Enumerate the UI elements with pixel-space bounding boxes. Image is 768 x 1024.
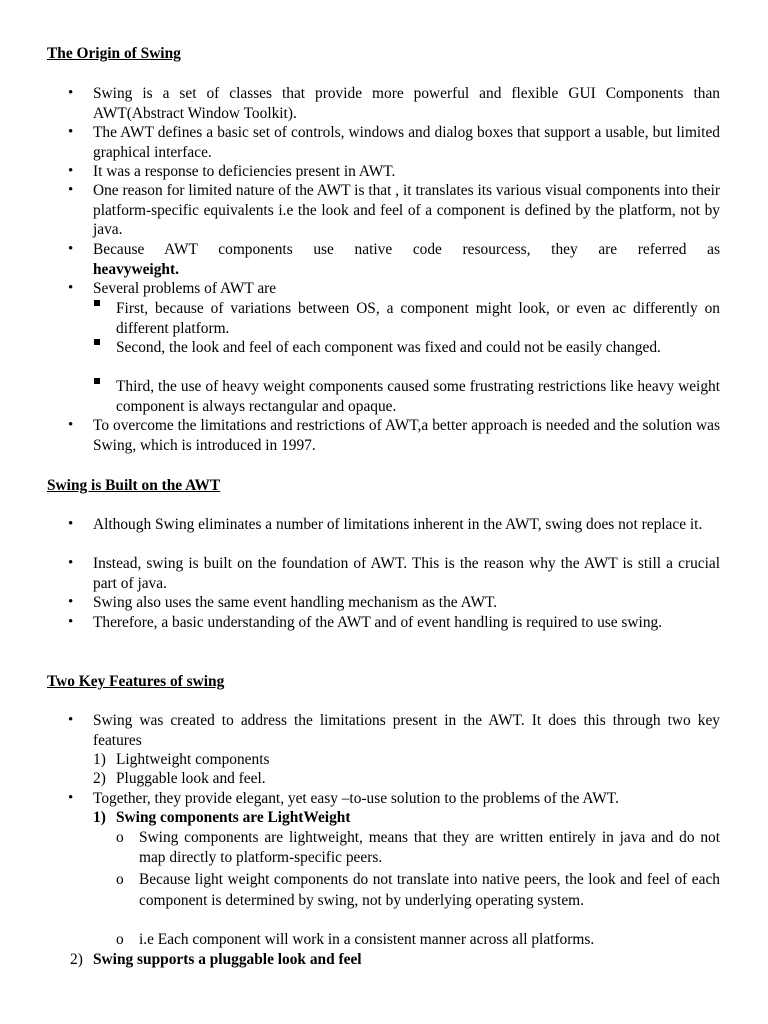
bullet-marker: • [68,280,74,296]
square-bullet-marker [94,370,100,390]
bullet-marker: • [68,124,74,140]
bullet-marker: • [68,163,74,179]
subsection-number: 2) [70,951,83,968]
bullet-marker: • [68,712,74,728]
sub-list-item: Third, the use of heavy weight components caused some frustrating restrictions like heavy weight component is always rectangular and opaque. [116,378,720,415]
subsection-number: 1) [93,809,106,826]
sub-list-item: i.e Each component will work in a consistent manner across all platforms. [139,931,595,948]
sub-list-item: Because light weight components do not translate into native peers, the look and feel of each component is determined by swing, not by underlying operating system. [139,871,720,909]
subsection-title: Swing supports a pluggable look and feel [93,951,362,968]
sub-list-item: Swing components are lightweight, means that they are written entirely in java and do not map directly to platform-specific peers. [139,829,720,866]
term-heavyweight: heavyweight. [93,260,179,278]
list-item: Swing also uses the same event handling mechanism as the AWT. [93,594,498,611]
bullet-marker: • [68,555,74,571]
square-bullet-marker [94,331,100,351]
sub-list-item: First, because of variations between OS, a component might look, or even ac differently on different platform. [116,300,720,337]
feature-item: Lightweight components [116,751,270,768]
list-item: One reason for limited nature of the AWT is that , it translates its various visual components into their platform-specific equivalents i.e the look and feel of a component is defined by the platform, not by java. [93,182,720,238]
bullet-marker: • [68,790,74,806]
list-item: The AWT defines a basic set of controls, windows and dialog boxes that support a usable, but limited graphical interface. [93,124,720,161]
sub-list-item: Second, the look and feel of each component was fixed and could not be easily changed. [116,339,661,356]
list-item: Swing is a set of classes that provide more powerful and flexible GUI Components than AWT(Abstract Window Toolkit). [93,85,720,122]
list-item: Together, they provide elegant, yet easy –to-use solution to the problems of the AWT. [93,790,619,807]
subsection-title: Swing components are LightWeight [116,809,351,826]
section-heading-origin: The Origin of Swing [47,45,181,62]
list-item [93,240,720,279]
list-item-text: Because AWT components use native code resourcess, they are referred as [93,241,720,258]
section-heading-built-on-awt: Swing is Built on the AWT [47,477,221,494]
bullet-marker: • [68,241,74,257]
feature-number: 1) [93,751,106,768]
list-item: Instead, swing is built on the foundation of AWT. This is the reason why the AWT is still a crucial part of java. [93,555,720,592]
section-heading-key-features: Two Key Features of swing [47,673,225,690]
bullet-marker: • [68,182,74,198]
circle-bullet-marker: o [116,829,124,846]
bullet-marker: • [68,614,74,630]
circle-bullet-marker: o [116,871,124,888]
bullet-marker: • [68,516,74,532]
circle-bullet-marker: o [116,931,124,948]
list-item: Swing was created to address the limitations present in the AWT. It does this through two key features [93,712,720,749]
bullet-marker: • [68,85,74,101]
feature-item: Pluggable look and feel. [116,770,266,787]
list-item: Therefore, a basic understanding of the AWT and of event handling is required to use swing. [93,614,663,631]
bullet-marker: • [68,594,74,610]
list-item: Although Swing eliminates a number of limitations inherent in the AWT, swing does not replace it. [93,516,703,533]
square-bullet-marker [94,292,100,312]
feature-number: 2) [93,770,106,787]
list-item: It was a response to deficiencies present in AWT. [93,163,396,180]
list-item: Several problems of AWT are [93,280,277,297]
bullet-marker: • [68,417,74,433]
list-item: To overcome the limitations and restrictions of AWT,a better approach is needed and the solution was Swing, which is introduced in 1997. [93,417,720,454]
